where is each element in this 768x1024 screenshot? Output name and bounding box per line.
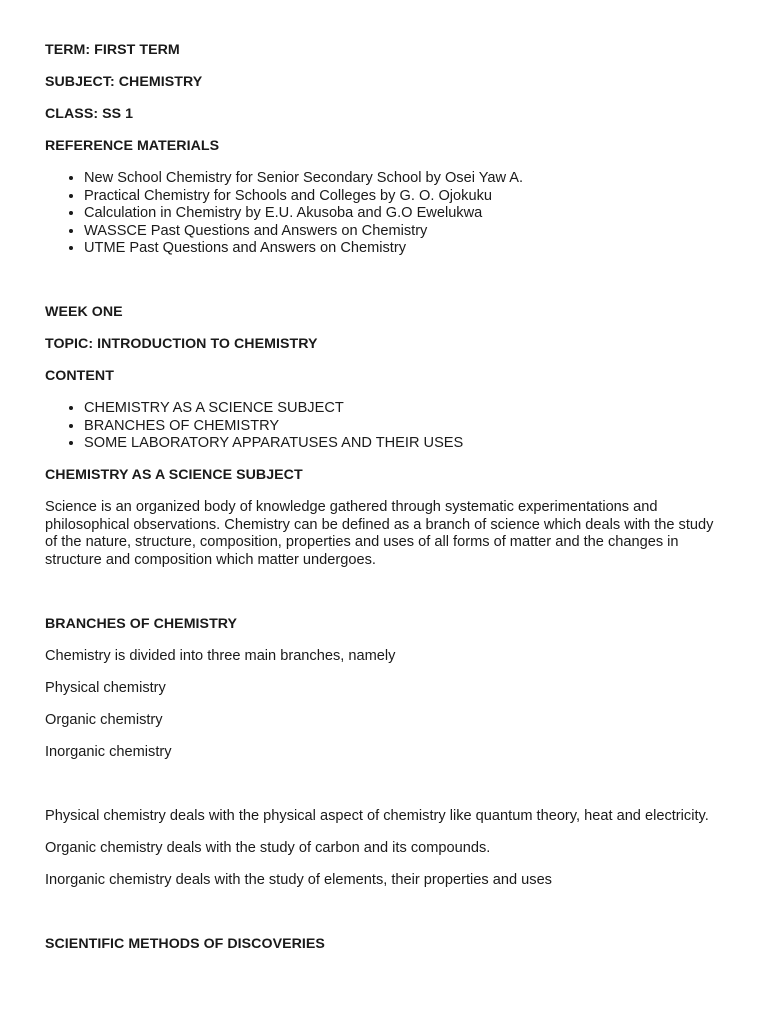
section-spacer [45,776,728,808]
class-heading: CLASS: SS 1 [45,106,134,122]
week-heading: WEEK ONE [45,304,123,320]
definition-inorganic: Inorganic chemistry deals with the study of elements, their properties and uses [45,871,552,888]
content-list [45,400,728,453]
science-subject-heading: CHEMISTRY AS A SCIENCE SUBJECT [45,467,303,483]
branch-inorganic: Inorganic chemistry [45,743,172,760]
list-item: • Practical Chemistry for Schools and Colleges by G. O. Ojokuku [84,188,728,206]
list-item: • SOME LABORATORY APPARATUSES AND THEIR USES [84,435,728,453]
list-item: • New School Chemistry for Senior Secondary School by Osei Yaw A. [84,170,728,188]
scientific-methods-heading: SCIENTIFIC METHODS OF DISCOVERIES [45,935,325,952]
topic-heading: TOPIC: INTRODUCTION TO CHEMISTRY [45,336,318,352]
list-item: • BRANCHES OF CHEMISTRY [84,418,728,436]
term-heading: TERM: FIRST TERM [45,42,180,58]
definition-organic: Organic chemistry deals with the study of carbon and its compounds. [45,839,491,856]
branch-physical: Physical chemistry [45,679,166,696]
list-item: • Calculation in Chemistry by E.U. Akusoba and G.O Ewelukwa [84,205,728,223]
reference-list [45,170,728,258]
reference-materials-heading: REFERENCE MATERIALS [45,138,220,154]
definition-physical: Physical chemistry deals with the physical aspect of chemistry like quantum theory, heat and electricity. [45,807,709,824]
branches-heading: BRANCHES OF CHEMISTRY [45,615,238,632]
subject-heading: SUBJECT: CHEMISTRY [45,74,203,90]
content-heading: CONTENT [45,368,114,384]
list-item: • WASSCE Past Questions and Answers on Chemistry [84,223,728,241]
section-spacer [45,904,728,936]
branches-intro: Chemistry is divided into three main branches, namely [45,647,396,664]
section-spacer [45,272,728,304]
section-spacer [45,584,728,616]
science-subject-paragraph: Science is an organized body of knowledge gathered through systematic experimentations and philosophical observations. Chemistry can be defined as a branch of science which deals with the study of the nature, structure, composition, properties and uses of all forms of matter and the changes in structure and composition which matter undergoes. [45,499,714,568]
list-item: • UTME Past Questions and Answers on Chemistry [84,240,728,258]
branch-organic: Organic chemistry [45,711,163,728]
list-item: • CHEMISTRY AS A SCIENCE SUBJECT [84,400,728,418]
